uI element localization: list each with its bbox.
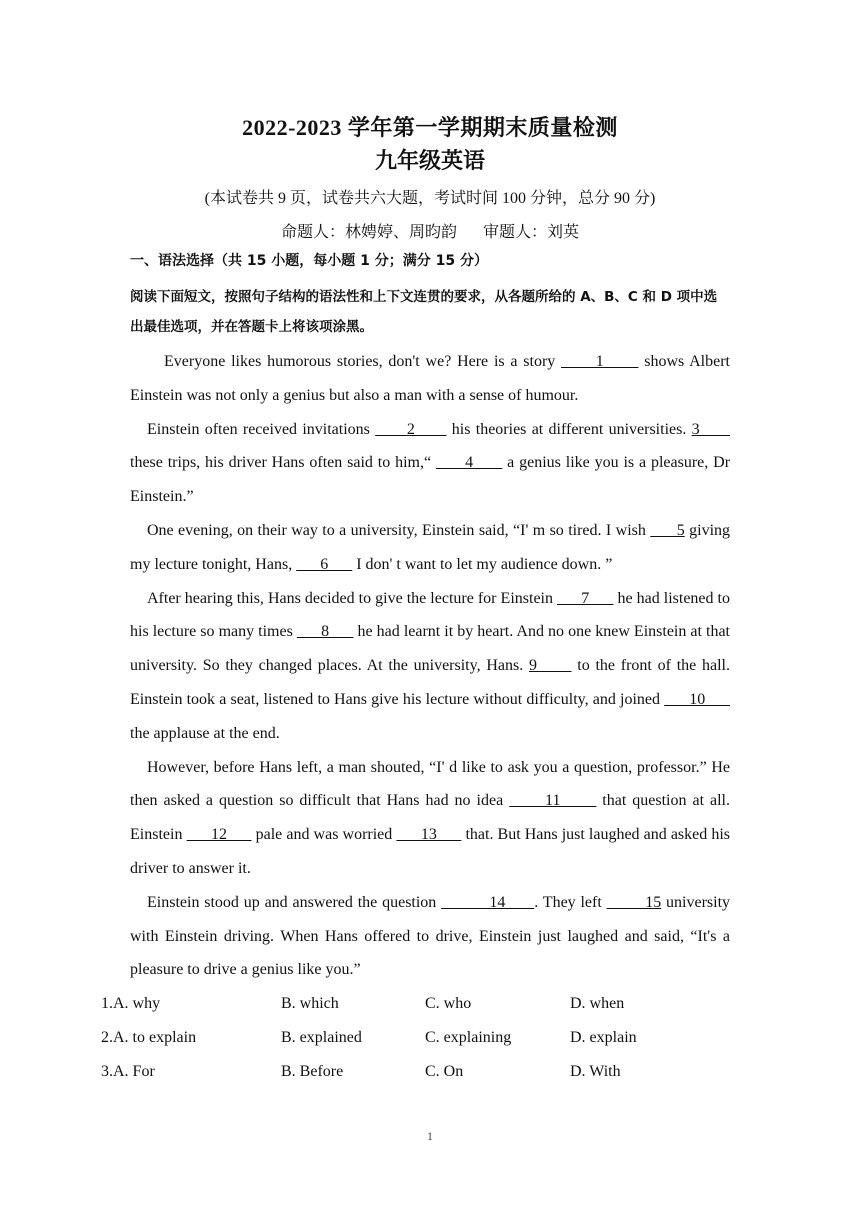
question-number-a: 3.A. For [101, 1063, 155, 1080]
passage-paragraph: Einstein often received invitations 2 his theories at different universities. 3 these trips, his driver Hans often said to him,“ 4 a genius like you is a pleasure, Dr Einstein.” [130, 420, 731, 506]
exam-info: (本试卷共 9 页，试卷共六大题，考试时间 100 分钟，总分 90 分) [204, 190, 656, 207]
option-c: C. who [425, 995, 472, 1012]
question-number-a: 1.A. why [101, 995, 161, 1012]
answer-blank: 8 [296, 623, 354, 641]
answer-blank: 6 [296, 555, 353, 573]
option-c: C. explaining [425, 1029, 512, 1046]
passage-paragraph: However, before Hans left, a man shouted, “I' d like to ask you a question, professor.” He then asked a question so difficult that Hans had no idea 11 that question at all. Einstein 12 pale and was worried 13 that. But Hans just laughed and asked his driver to answer it. [130, 758, 731, 877]
cloze-passage [130, 345, 730, 987]
question-row [101, 1063, 741, 1083]
answer-blank: 11 [509, 792, 597, 810]
option-c: C. On [425, 1063, 464, 1080]
answer-blank: 2 [375, 420, 447, 438]
question-number-a: 2.A. to explain [101, 1029, 197, 1046]
section-instruction: 阅读下面短文，按照句子结构的语法性和上下文连贯的要求，从各题所给的 A、B、C 和 D 项中选出最佳选项，并在答题卡上将该项涂黑。 [130, 289, 718, 335]
question-row [101, 1029, 741, 1049]
option-b: B. which [281, 995, 339, 1012]
option-d: D. With [570, 1063, 621, 1080]
setters-text: 命题人：林娉婷、周昀韵 [280, 224, 457, 241]
option-b: B. Before [281, 1063, 344, 1080]
answer-blank: 12 [186, 826, 252, 844]
exam-authors [0, 219, 860, 242]
answer-blank: 10 [664, 690, 731, 708]
answer-blank: 9 [528, 657, 572, 675]
section-heading: 一、语法选择（共 15 小题，每小题 1 分；满分 15 分） [130, 253, 488, 269]
answer-blank: 1 [561, 353, 639, 370]
exam-title: 2022-2023 学年第一学期期末质量检测 [242, 115, 618, 140]
passage-paragraph: Everyone likes humorous stories, don't we? Here is a story 1 shows Albert Einstein was not only a genius but also a man with a sense of humour. [130, 353, 730, 404]
answer-blank: 15 [606, 893, 662, 911]
answer-blank: 7 [557, 589, 614, 607]
passage-paragraph: One evening, on their way to a university, Einstein said, “I' m so tired. I wish 5 giving my lecture tonight, Hans, 6 I don' t want to let my audience down. ” [130, 521, 731, 573]
answer-blank: 13 [396, 826, 462, 844]
option-b: B. explained [281, 1029, 362, 1046]
exam-subtitle: 九年级英语 [374, 148, 485, 173]
option-d: D. explain [570, 1029, 637, 1046]
answer-blank: 5 [650, 521, 685, 539]
page-number: 1 [427, 1129, 433, 1143]
answer-blank: 14 [441, 893, 535, 911]
passage-paragraph: Einstein stood up and answered the question 14 . They left 15 university with Einstein driving. When Hans offered to drive, Einstein just laughed and said, “It's a pleasure to drive a genius like you.” [130, 893, 731, 979]
passage-paragraph: After hearing this, Hans decided to give the lecture for Einstein 7 he had listened to his lecture so many times 8 he had learnt it by heart. And no one knew Einstein at that university. So they changed places. At the university, Hans. 9 to the front of the hall. Einstein took a seat, listened to Hans give his lecture without difficulty, and joined 10 the applause at the end. [130, 589, 731, 742]
answer-blank: 3 [691, 420, 731, 438]
option-d: D. when [570, 995, 625, 1012]
answer-blank: 4 [435, 454, 503, 472]
reviewer-text: 审题人：刘英 [483, 224, 580, 241]
question-row [101, 995, 741, 1015]
